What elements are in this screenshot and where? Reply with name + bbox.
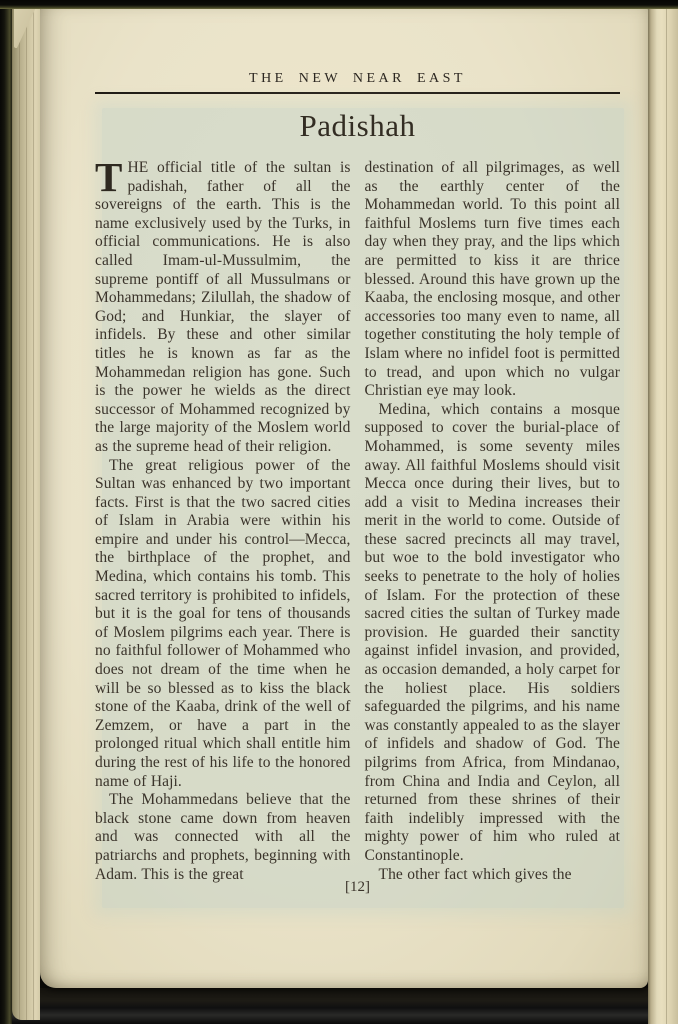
paragraph-4: destination of all pilgrimages, as well as the earthly center of the Mohammedan world. To this point all faithful Moslems turn five times each day when they pray, and the lips which are permitted to kiss it are thrice blessed. Around this have grown up the Kaaba, the enclosing mosque, and other accessories too many even to name, all together constituting the holy temple of Islam where no infidel foot is permitted to tread, and upon which no vulgar Christian eye may look. — [364, 159, 620, 400]
page-number: [12] — [345, 879, 370, 895]
book-page — [40, 8, 648, 988]
paragraph-1 — [95, 154, 351, 457]
page-corner-fold — [14, 6, 44, 48]
right-column — [365, 159, 621, 884]
page-title: Padishah — [299, 108, 416, 143]
dropcap-letter: T — [95, 154, 123, 200]
page-content — [95, 8, 620, 988]
page-stack-left-edge — [12, 4, 40, 1020]
book-top-cover-edge — [0, 0, 678, 9]
paragraph-3: The Mohammedans believe that the black stone came down from heaven and was connected with all the patriarchs and prophets, beginning with Adam. This is the great — [95, 791, 351, 883]
text-columns — [95, 154, 620, 884]
book-binding-left — [0, 0, 12, 1024]
book-bottom-cover-edge — [0, 988, 678, 1024]
paragraph-2: The great religious power of the Sultan was enhanced by two important facts. First is that the two sacred cities of Islam in Arabia were within his empire and under his control—Mecca, the birthplace of the prophet, and Medina, which contains his tomb. This sacred territory is prohibited to infidels, but it is the goal for tens of thousands of Moslem pilgrims each year. There is no faithful follower of Mohammed who does not dream of the time when he will be so blessed as to kiss the black stone of the Kaaba, drink of the well of Zemzem, or have a part in the prolonged ritual which shall entitle him during the rest of his life to the honored name of Haji. — [95, 456, 351, 790]
paragraph-6: The other fact which gives the — [378, 865, 572, 883]
header-rule — [95, 92, 620, 94]
running-head: THE NEW NEAR EAST — [249, 71, 466, 86]
page-crease-line — [666, 0, 667, 1024]
page-stack-right-edge — [648, 0, 678, 1024]
paragraph-5: Medina, which contains a mosque supposed to cover the burial-place of Mohammed, is some seventy miles away. All faithful Moslems should visit Mecca once during their lives, but to add a visit to Medina increases their merit in the world to come. Outside of these sacred precincts all may travel, but woe to the bold investigator who seeks to penetrate to the holy of holies of Islam. For the protection of these sacred cities the sultan of Turkey made provision. He guarded their sanctity against infidel invasion, and provided, as occasion demanded, a holy carpet for the holiest place. His soldiers safeguarded the pilgrims, and his name was constantly appealed to as the slayer of infidels and shadow of God. The pilgrims from Africa, from Mindanao, from China and India and Ceylon, all returned from these shrines of their faith indelibly impressed with the mighty power of him who ruled at Constantinople. — [364, 400, 620, 864]
paragraph-1-text: HE official title of the sultan is padishah, father of all the sovereigns of the earth. This is the name exclusively used by the Turks, in official communications. He is also called Imam-ul-Mussulmim, the supreme pontiff of all Mussulmans or Mohammedans; Zilullah, the shadow of God; and Hunkiar, the slayer of infidels. By these and other similar titles he is known as far as the Mohammedan religion has gone. Such is the power he wields as the direct successor of Mohammed recognized by the large majority of the Moslem world as the supreme head of their religion. — [95, 159, 351, 455]
left-column — [95, 154, 351, 884]
